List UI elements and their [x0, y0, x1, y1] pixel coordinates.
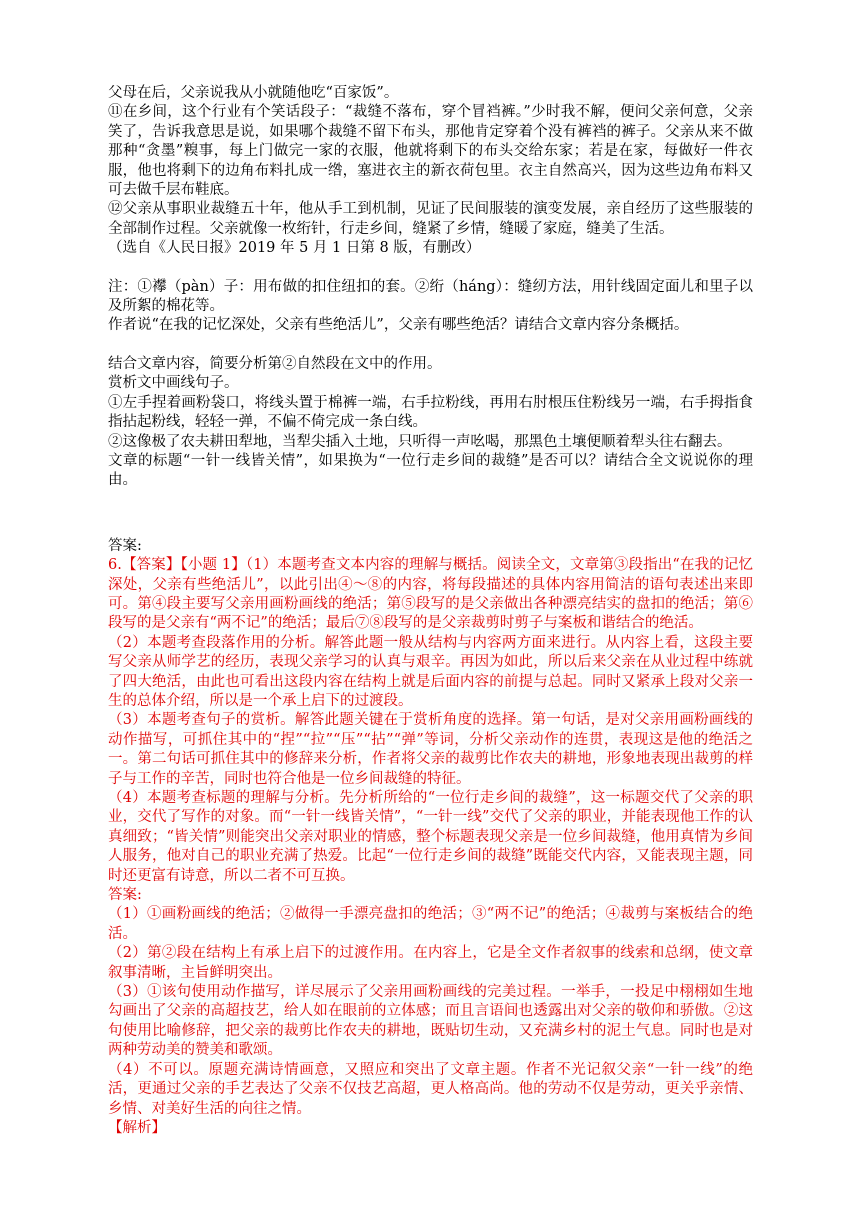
answer-key-3: （3）①该句使用动作描写，详尽展示了父亲用画粉画线的完美过程。一举手，一投足中栩栩如生地勾画出了父亲的高超技艺，给人如在眼前的立体感；而且言语间也透露出对父亲的敬仰和骄傲。②这句使用比喻修辞，把父亲的裁剪比作农夫的耕地，既贴切生动，又充满乡村的泥土气息。同时也是对两种劳动美的赞美和歌颂。 — [108, 984, 753, 1059]
document-page — [108, 84, 753, 1138]
article-paragraph-11: ⑪在乡间，这个行业有个笑话段子：“裁缝不落布，穿个冒裆裤。”少时我不解，便问父亲何意，父亲笑了，告诉我意思是说，如果哪个裁缝不留下布头，那他肯定穿着个没有裤裆的裤子。父亲从来不做那种“贪墨”糗事，每上门做完一家的衣服，他就将剩下的布头交给东家；若是在家，每做好一件衣服，他也将剩下的边角布料扎成一绺，塞进衣主的新衣荷包里。衣主自然高兴，因为这些边角布料又可去做千层布鞋底。 — [108, 104, 753, 199]
spacer — [108, 259, 753, 278]
answer-explanation-1: 6.【答案】【小题 1】（1）本题考查文本内容的理解与概括。阅读全文，文章第③段指出“在我的记忆深处，父亲有些绝活儿”，以此引出④～⑧的内容，将每段描述的具体内容用简洁的语句表述出来即可。第④段主要写父亲用画粉画线的绝活；第⑤段写的是父亲做出各种漂亮结实的盘扣的绝活；第⑥段写的是父亲有“两不记”的绝活；最后⑦⑧段写的是父亲裁剪时剪子与案板和谐结合的绝活。 — [108, 557, 753, 632]
answer-key-2: （2）第②段在结构上有承上启下的过渡作用。在内容上，它是全文作者叙事的线索和总纲，使文章叙事清晰，主旨鲜明突出。 — [108, 945, 753, 981]
article-paragraph-continued: 父母在后，父亲说我从小就随他吃“百家饭”。 — [108, 85, 399, 101]
answer-explanation-3: （3）本题考查句子的赏析。解答此题关键在于赏析角度的选择。第一句话，是对父亲用画粉画线的动作描写，可抓住其中的“捏”“拉”“压”“拈”“弹”等词，分析父亲动作的连贯，表现这是他的绝活之一。第二句话可抓住其中的修辞来分析，作者将父亲的裁剪比作农夫的耕地，形象地表现出裁剪的样子与工作的辛苦，同时也符合他是一位乡间裁缝的特征。 — [108, 712, 753, 787]
answer-key-label: 答案: — [108, 887, 142, 904]
annotation-note: 注：①襻（pàn）子：用布做的扣住纽扣的套。②绗（háng）：缝纫方法，用针线固定面儿和里子以及所絮的棉花等。 — [108, 278, 753, 315]
question-3: 赏析文中画线句子。 — [108, 375, 239, 392]
article-paragraph-12: ⑫父亲从事职业裁缝五十年，他从手工到机制，见证了民间服装的演变发展，亲自经历了这些服装的全部制作过程。父亲就像一枚绗针，行走乡间，缝紧了乡情，缝暖了家庭，缝美了生活。 — [108, 201, 753, 237]
question-3-sentence-1: ①左手捏着画粉袋口，将线头置于棉裤一端，右手拉粉线，再用右肘根压住粉线另一端，右手拇指食指拈起粉线，轻轻一弹，不偏不倚完成一条白线。 — [108, 394, 753, 431]
answer-explanation-2: （2）本题考查段落作用的分析。解答此题一般从结构与内容两方面来进行。从内容上看，这段主要写父亲从师学艺的经历，表现父亲学习的认真与艰辛。再因为如此，所以后来父亲在从业过程中练就了四大绝活，由此也可看出这段内容在结构上就是后面内容的前提与总起。同时又紧承上段对父亲一生的总体介绍，所以是一个承上启下的过渡段。 — [108, 634, 753, 709]
question-1: 作者说“在我的记忆深处，父亲有些绝活儿”，父亲有哪些绝活？请结合文章内容分条概括。 — [108, 317, 689, 334]
spacer — [108, 491, 753, 537]
spacer — [108, 336, 753, 355]
answer-explanation-4: （4）本题考查标题的理解与分析。先分析所给的“一位行走乡间的裁缝”，这一标题交代了父亲的职业，交代了写作的对象。而“一针一线皆关情”，“一针一线”交代了父亲的职业，并能表现他工作的认真细致；“皆关情”则能突出父亲对职业的情感，整个标题表现父亲是一位乡间裁缝，他用真情为乡间人服务，他对自己的职业充满了热爱。比起“一位行走乡间的裁缝”既能交代内容，又能表现主题，同时还更富有诗意，所以二者不可互换。 — [108, 790, 753, 884]
question-3-sentence-2: ②这像极了农夫耕田犁地，当犁尖插入土地，只听得一声吆喝，那黑色土壤便顺着犁头往右翻去。 — [108, 433, 732, 450]
question-4: 文章的标题“一针一线皆关情”，如果换为“一位行走乡间的裁缝”是否可以？请结合全文说说你的理由。 — [108, 452, 753, 489]
question-2: 结合文章内容，简要分析第②自然段在文中的作用。 — [108, 355, 442, 372]
answer-label: 答案: — [108, 537, 142, 554]
answer-key-4: （4）不可以。原题充满诗情画意，又照应和突出了文章主题。作者不光记叙父亲“一针一线”的绝活，更通过父亲的手艺表达了父亲不仅技艺高超，更人格高尚。他的劳动不仅是劳动，更关乎亲情、乡情、对美好生活的向往之情。 — [108, 1061, 753, 1117]
analysis-label: 【解析】 — [108, 1119, 166, 1136]
answer-key-1: （1）①画粉画线的绝活；②做得一手漂亮盘扣的绝活；③“两不记”的绝活；④裁剪与案板结合的绝活。 — [108, 906, 753, 942]
article-source: （选自《人民日报》2019 年 5 月 1 日第 8 版，有删改） — [108, 240, 481, 257]
